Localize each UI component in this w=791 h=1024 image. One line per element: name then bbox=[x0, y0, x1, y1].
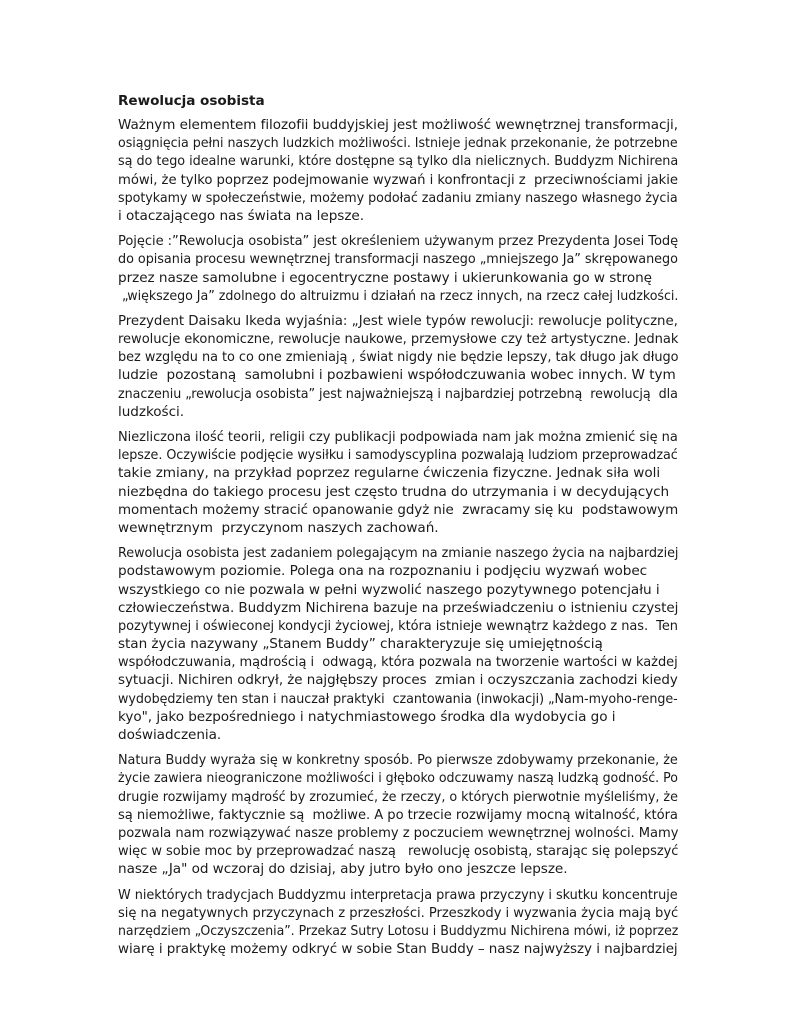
paragraph-line: Rewolucja osobista jest zadaniem polegającym na zmianie naszego życia na najbardziej bbox=[118, 545, 679, 562]
paragraph-line: przez nasze samolubne i egocentryczne postawy i ukierunkowania go w stronę bbox=[118, 269, 652, 286]
paragraph bbox=[118, 886, 678, 959]
paragraph-line: mówi, że tylko poprzez podejmowanie wyzwań i konfrontacji z przeciwnościami jakie bbox=[118, 171, 678, 188]
paragraph-line: osiągnięcia pełni naszych ludzkich możliwości. Istnieje jednak przekonanie, że potrzebne bbox=[118, 135, 678, 152]
paragraph-line: W niektórych tradycjach Buddyzmu interpretacja prawa przyczyny i skutku koncentruje bbox=[118, 886, 678, 903]
paragraph-line: znaczeniu „rewolucja osobista” jest najważniejszą i najbardziej potrzebną rewolucją dla bbox=[118, 385, 678, 402]
document-title: Rewolucja osobista bbox=[118, 93, 265, 109]
paragraph-line: więc w sobie moc by przeprowadzać naszą rewolucję osobistą, starając się polepszyć bbox=[118, 843, 679, 860]
paragraph bbox=[118, 428, 678, 537]
paragraph-line: Pojęcie :”Rewolucja osobista” jest określeniem używanym przez Prezydenta Josei Todę bbox=[118, 233, 679, 250]
paragraph-line: Niezliczona ilość teorii, religii czy publikacji podpowiada nam jak można zmienić się na bbox=[118, 429, 678, 445]
paragraph-line: Ważnym elementem filozofii buddyjskiej jest możliwość wewnętrznej transformacji, bbox=[118, 117, 679, 133]
paragraph-line: wydobędziemy ten stan i nauczał praktyki czantowania (inwokacji) „Nam-myoho-renge- bbox=[118, 690, 678, 707]
paragraph-line: Prezydent Daisaku Ikeda wyjaśnia: „Jest wiele typów rewolucji: rewolucje polityczne, bbox=[118, 312, 678, 329]
paragraph-line: sytuacji. Nichiren odkrył, że najgłębszy proces zmian i oczyszczania zachodzi kiedy bbox=[118, 672, 678, 689]
paragraph-line: momentach możemy stracić opanowanie gdyż nie zwracamy się ku podstawowym bbox=[118, 501, 679, 518]
paragraph bbox=[118, 544, 678, 744]
paragraph-line: nasze „Ja" od wczoraj do dzisiaj, aby jutro było ono jeszcze lepsze. bbox=[118, 861, 568, 878]
paragraph-line: drugie rozwijamy mądrość by zrozumieć, że rzeczy, o których pierwotnie myśleliśmy, że bbox=[118, 788, 678, 805]
paragraph-line: narzędziem „Oczyszczenia”. Przekaz Sutry Lotosu i Buddyzmu Nichirena mówi, iż poprzez bbox=[118, 922, 679, 939]
paragraph-line: się na negatywnych przyczynach z przeszłości. Przeszkody i wyzwania życia mają być bbox=[118, 904, 679, 921]
paragraph-line: stan życia nazywany „Stanem Buddy” charakteryzuje się umiejętnością bbox=[118, 636, 603, 653]
paragraph-line: „większego Ja” zdolnego do altruizmu i działań na rzecz innych, na rzecz całej ludzkości. bbox=[118, 287, 679, 304]
paragraph-line: rewolucje ekonomiczne, rewolucje naukowe, przemysłowe czy też artystyczne. Jednak bbox=[118, 331, 679, 348]
paragraph-line: takie zmiany, na przykład poprzez regularne ćwiczenia fizyczne. Jednak siła woli bbox=[118, 465, 661, 482]
paragraph-line: Natura Buddy wyraża się w konkretny sposób. Po pierwsze zdobywamy przekonanie, że bbox=[118, 752, 678, 769]
paragraph-line: życie zawiera nieograniczone możliwości i głęboko odczuwamy naszą ludzką godność. Po bbox=[118, 770, 678, 787]
paragraph-line: ludzie pozostaną samolubni i pozbawieni współodczuwania wobec innych. W tym bbox=[118, 367, 676, 384]
paragraph-line: człowieczeństwa. Buddyzm Nichirena bazuje na przeświadczeniu o istnieniu czystej bbox=[118, 599, 679, 616]
paragraph bbox=[118, 232, 678, 305]
paragraph-line: do opisania procesu wewnętrznej transformacji naszego „mniejszego Ja” skrępowanego bbox=[118, 251, 678, 268]
paragraph-line: pozwala nam rozwiązywać nasze problemy z poczuciem wewnętrznej wolności. Mamy bbox=[118, 824, 679, 841]
paragraph-line: są niemożliwe, faktycznie są możliwe. A po trzecie rozwijamy mocną witalność, która bbox=[118, 806, 678, 823]
document-body bbox=[118, 116, 678, 958]
document-page bbox=[118, 92, 678, 965]
paragraph bbox=[118, 751, 678, 878]
paragraph-line: kyo", jako bezpośredniego i natychmiastowego środka dla wydobycia go i bbox=[118, 708, 616, 725]
paragraph-line: są do tego idealne warunki, które dostępne są tylko dla nielicznych. Buddyzm Nichirena bbox=[118, 153, 679, 170]
paragraph-line: podstawowym poziomie. Polega ona na rozpoznaniu i podjęciu wyzwań wobec bbox=[118, 563, 648, 580]
paragraph-line: spotykamy w społeczeństwie, możemy podołać zadaniu zmiany naszego własnego życia bbox=[118, 189, 678, 206]
paragraph bbox=[118, 312, 678, 421]
paragraph-line: doświadczenia. bbox=[118, 727, 222, 743]
paragraph-line: wszystkiego co nie pozwala w pełni wyzwolić naszego pozytywnego potencjału i bbox=[118, 581, 660, 598]
paragraph-line: wewnętrznym przyczynom naszych zachowań. bbox=[118, 519, 439, 536]
paragraph bbox=[118, 116, 678, 225]
paragraph-line: ludzkości. bbox=[118, 403, 185, 420]
paragraph-line: wiarę i praktykę możemy odkryć w sobie Stan Buddy – nasz najwyższy i najbardziej bbox=[118, 941, 678, 958]
paragraph-line: i otaczającego nas świata na lepsze. bbox=[118, 207, 365, 224]
paragraph-line: pozytywnej i oświeconej kondycji życiowej, która istnieje wewnątrz każdego z nas. Ten bbox=[118, 617, 678, 634]
paragraph-line: lepsze. Oczywiście podjęcie wysiłku i samodyscyplina pozwalają ludziom przeprowadzać bbox=[118, 447, 678, 464]
paragraph-line: współodczuwania, mądrością i odwagą, która pozwala na tworzenie wartości w każdej bbox=[118, 654, 678, 671]
paragraph-line: niezbędna do takiego procesu jest często trudna do utrzymania i w decydujących bbox=[118, 483, 670, 500]
paragraph-line: bez względu na to co one zmieniają , świat nigdy nie będzie lepszy, tak długo jak długo bbox=[118, 349, 679, 366]
